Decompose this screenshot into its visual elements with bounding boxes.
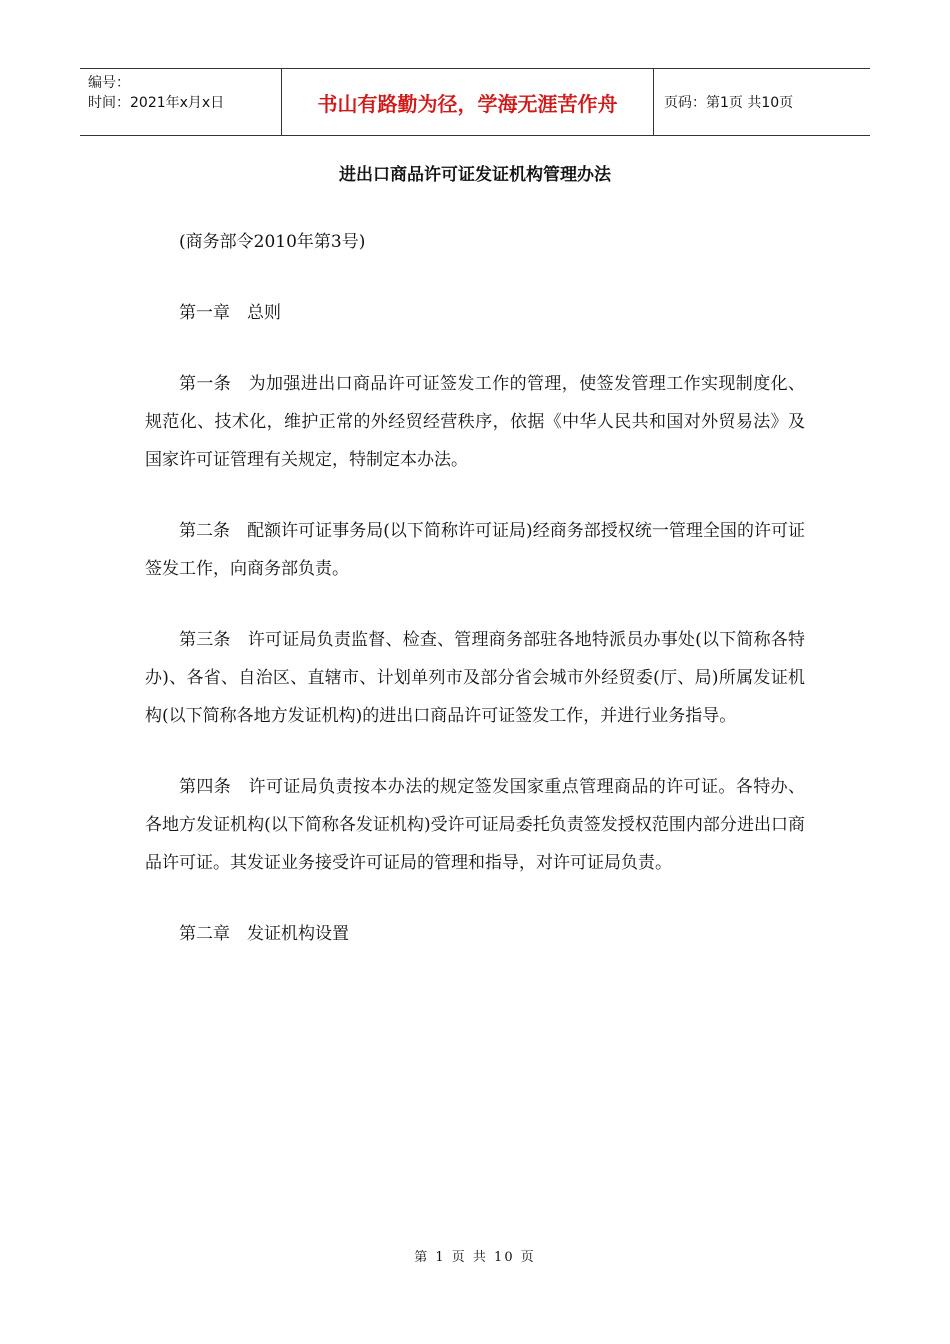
article-paragraph: 第二条 配额许可证事务局(以下简称许可证局)经商务部授权统一管理全国的许可证签发工作，向商务部负责。	[145, 521, 805, 579]
chapter-heading: 第二章 发证机构设置	[179, 924, 349, 944]
document-title: 进出口商品许可证发证机构管理办法	[339, 165, 611, 185]
header-meta	[80, 69, 282, 135]
article-paragraph: 第一条 为加强进出口商品许可证签发工作的管理，使签发管理工作实现制度化、规范化、技术化，维护正常的外经贸经营秩序，依据《中华人民共和国对外贸易法》及国家许可证管理有关规定，特制定本办法。	[145, 374, 805, 470]
article-paragraph: 第四条 许可证局负责按本办法的规定签发国家重点管理商品的许可证。各特办、各地方发证机构(以下简称各发证机构)受许可证局委托负责签发授权范围内部分进出口商品许可证。其发证业务接受许可证局的管理和指导，对许可证局负责。	[145, 777, 805, 873]
page-footer: 第 1 页 共 10 页	[414, 1250, 536, 1265]
document-date-label: 时间：2021年x月x日	[88, 95, 225, 111]
header-slogan: 书山有路勤为径，学海无涯苦作舟	[282, 69, 654, 135]
header-page-info: 页码：第1页 共10页	[664, 95, 794, 111]
page-header	[80, 68, 870, 136]
decree-number: (商务部令2010年第3号)	[179, 232, 366, 252]
document-number-label: 编号：	[88, 75, 130, 91]
article-paragraph: 第三条 许可证局负责监督、检查、管理商务部驻各地特派员办事处(以下简称各特办)、各省、自治区、直辖市、计划单列市及部分省会城市外经贸委(厅、局)所属发证机构(以下简称各地方发证机构)的进出口商品许可证签发工作，并进行业务指导。	[145, 630, 805, 726]
chapter-heading: 第一章 总则	[179, 303, 281, 323]
document-body	[145, 223, 805, 986]
